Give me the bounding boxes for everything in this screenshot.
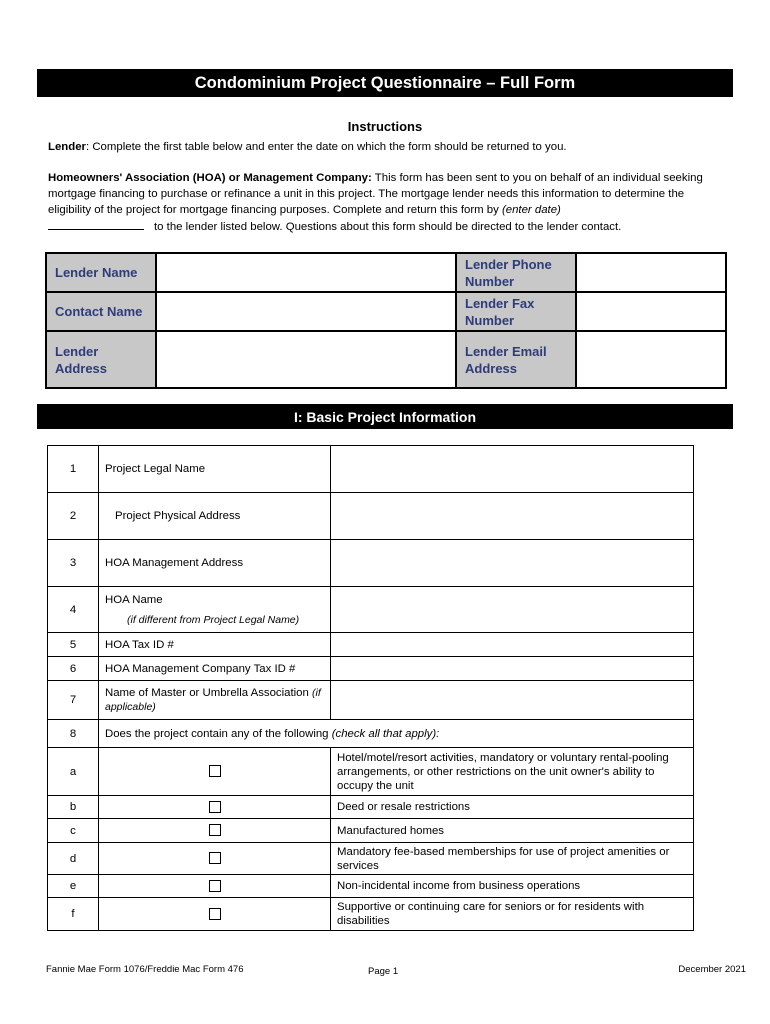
check-text: Manufactured homes [331, 819, 694, 843]
footer-page-number: Page 1 [368, 966, 399, 977]
row-label: Name of Master or Umbrella Association [105, 687, 309, 699]
row-number: 3 [48, 540, 99, 587]
row-label: Project Physical Address [99, 493, 331, 540]
check-letter: d [48, 843, 99, 875]
enter-date-hint: (enter date) [501, 204, 561, 216]
check-letter: c [48, 819, 99, 843]
lender-fax-field[interactable] [576, 292, 726, 331]
master-association-field[interactable] [331, 681, 694, 720]
instructions-heading: Instructions [347, 119, 423, 134]
lender-address-field[interactable] [156, 331, 456, 388]
row-number: 6 [48, 657, 99, 681]
row-label-cell [99, 681, 331, 720]
check-letter: e [48, 875, 99, 898]
lender-name-label: Lender Name [46, 253, 156, 292]
lender-name-field[interactable] [156, 253, 456, 292]
row-label: HOA Tax ID # [99, 633, 331, 657]
row-sublabel: (if different from Project Legal Name) [127, 613, 300, 626]
checkbox-supportive-care[interactable] [209, 908, 221, 920]
row-label-cell [99, 587, 331, 633]
check-letter: f [48, 898, 99, 931]
check-letter: b [48, 796, 99, 819]
row-number: 1 [48, 446, 99, 493]
hoa-instruction-text: This form has been sent to you on behalf of an individual seeking mortgage financing to purchase or refinance a unit in this project. The mortgage lender needs this information to determine the eligibility of the project for mortgage financing purposes. Complete and return this form by [48, 172, 703, 216]
row-sublabel: (if applicable) [105, 687, 321, 713]
checkbox-hotel-activities[interactable] [209, 765, 221, 777]
project-physical-address-field[interactable] [331, 493, 694, 540]
lender-phone-field[interactable] [576, 253, 726, 292]
checkbox-cell [99, 819, 331, 843]
hoa-management-tax-id-field[interactable] [331, 657, 694, 681]
checkbox-cell [99, 898, 331, 931]
hoa-instructions [48, 170, 728, 235]
check-text: Non-incidental income from business operations [331, 875, 694, 898]
footer-form-id: Fannie Mae Form 1076/Freddie Mac Form 476 [46, 964, 244, 975]
return-date-field[interactable] [48, 218, 144, 230]
checkbox-cell [99, 843, 331, 875]
form-title: Condominium Project Questionnaire – Full Form [37, 69, 733, 97]
hoa-instruction-end: to the lender listed below. Questions about this form should be directed to the lender contact. [154, 221, 622, 233]
contact-name-field[interactable] [156, 292, 456, 331]
check-letter: a [48, 748, 99, 796]
row-number: 2 [48, 493, 99, 540]
row-label: Does the project contain any of the following [105, 727, 329, 740]
checkbox-manufactured-homes[interactable] [209, 824, 221, 836]
checkbox-deed-restrictions[interactable] [209, 801, 221, 813]
checkbox-cell [99, 875, 331, 898]
check-text: Supportive or continuing care for seniors or for residents with disabilities [331, 898, 694, 931]
row-label: HOA Name [105, 593, 163, 606]
checkbox-non-incidental-income[interactable] [209, 880, 221, 892]
row-label: Project Legal Name [99, 446, 331, 493]
checkbox-cell [99, 796, 331, 819]
basic-project-info-table [47, 445, 694, 931]
row-number: 7 [48, 681, 99, 720]
checkbox-cell [99, 748, 331, 796]
lender-fax-label: Lender Fax Number [456, 292, 576, 331]
row-sublabel: (check all that apply): [331, 727, 440, 740]
lender-phone-label: Lender Phone Number [456, 253, 576, 292]
lender-instructions [48, 139, 728, 155]
project-legal-name-field[interactable] [331, 446, 694, 493]
contact-name-label: Contact Name [46, 292, 156, 331]
lender-label: Lender [48, 141, 86, 153]
row-number: 4 [48, 587, 99, 633]
check-text: Hotel/motel/resort activities, mandatory or voluntary rental-pooling arrangements, or other restrictions on the unit owner's ability to occupy the unit [331, 748, 694, 796]
hoa-tax-id-field[interactable] [331, 633, 694, 657]
row-number: 5 [48, 633, 99, 657]
row-number: 8 [48, 720, 99, 748]
lender-info-table [45, 252, 727, 389]
lender-instruction-text: : Complete the first table below and enter the date on which the form should be returned to you. [85, 141, 567, 153]
hoa-management-address-field[interactable] [331, 540, 694, 587]
check-text: Mandatory fee-based memberships for use of project amenities or services [331, 843, 694, 875]
section-title: I: Basic Project Information [37, 404, 733, 429]
hoa-name-field[interactable] [331, 587, 694, 633]
lender-email-label: Lender Email Address [456, 331, 576, 388]
lender-email-field[interactable] [576, 331, 726, 388]
hoa-label: Homeowners' Association (HOA) or Management Company: [48, 172, 372, 184]
row-label-cell [99, 720, 694, 748]
check-text: Deed or resale restrictions [331, 796, 694, 819]
footer-date: December 2021 [678, 964, 746, 975]
row-label: HOA Management Company Tax ID # [99, 657, 331, 681]
row-label: HOA Management Address [99, 540, 331, 587]
checkbox-mandatory-memberships[interactable] [209, 852, 221, 864]
lender-address-label: Lender Address [46, 331, 156, 388]
